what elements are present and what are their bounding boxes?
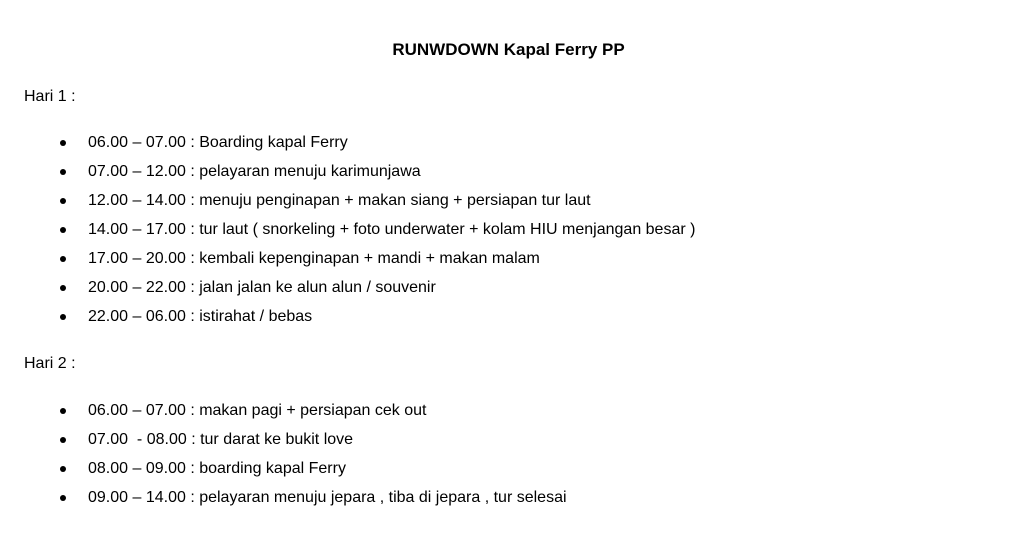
schedule-item-text: 07.00 - 08.00 : tur darat ke bukit love	[88, 431, 354, 448]
bullet-icon	[60, 314, 66, 320]
bullet-icon	[60, 256, 66, 262]
schedule-item-text: 14.00 – 17.00 : tur laut ( snorkeling + foto underwater + kolam HIU menjangan besar )	[88, 221, 696, 238]
schedule-item-text: 20.00 – 22.00 : jalan jalan ke alun alun / souvenir	[88, 279, 436, 296]
bullet-icon	[60, 198, 66, 204]
bullet-icon	[60, 169, 66, 175]
schedule-item-text: 22.00 – 06.00 : istirahat / bebas	[88, 308, 313, 325]
day-2-heading: Hari 2 :	[24, 355, 76, 372]
day-1-heading: Hari 1 :	[24, 88, 76, 105]
document-title: RUNWDOWN Kapal Ferry PP	[392, 40, 625, 59]
schedule-item-text: 17.00 – 20.00 : kembali kepenginapan + mandi + makan malam	[88, 250, 540, 267]
bullet-icon	[60, 495, 66, 501]
bullet-icon	[60, 227, 66, 233]
bullet-icon	[60, 466, 66, 472]
schedule-item-text: 06.00 – 07.00 : Boarding kapal Ferry	[88, 134, 348, 151]
schedule-item-text: 08.00 – 09.00 : boarding kapal Ferry	[88, 460, 346, 477]
schedule-item-text: 07.00 – 12.00 : pelayaran menuju karimunjawa	[88, 163, 421, 180]
bullet-icon	[60, 285, 66, 291]
schedule-item-text: 12.00 – 14.00 : menuju penginapan + makan siang + persiapan tur laut	[88, 192, 591, 209]
bullet-icon	[60, 408, 66, 414]
bullet-icon	[60, 437, 66, 443]
bullet-icon	[60, 140, 66, 146]
schedule-item-text: 09.00 – 14.00 : pelayaran menuju jepara , tiba di jepara , tur selesai	[88, 489, 567, 506]
schedule-item-text: 06.00 – 07.00 : makan pagi + persiapan cek out	[88, 402, 427, 419]
